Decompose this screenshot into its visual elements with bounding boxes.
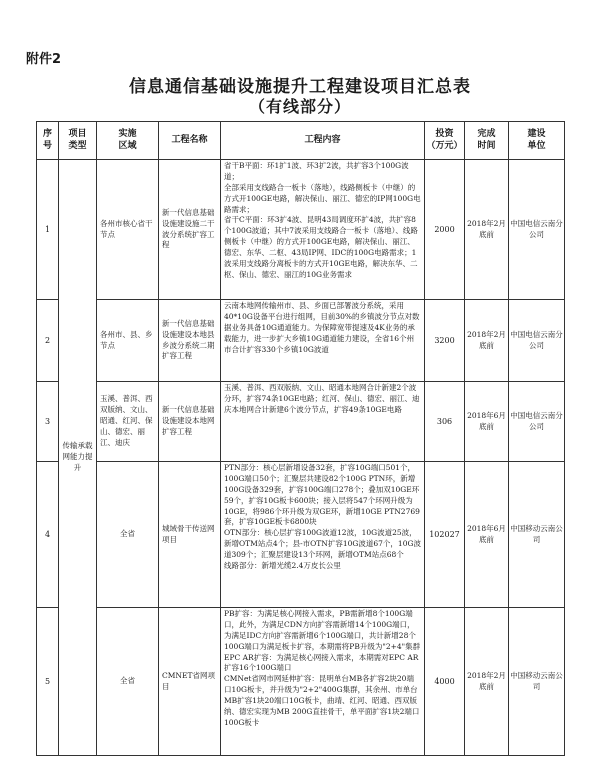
project-type-cell: 传输承载网能力提升 [59, 160, 97, 756]
row-unit: 中国电信云南分公司 [509, 300, 565, 382]
row-region: 全省 [97, 608, 159, 756]
document-subtitle: （有线部分） [248, 97, 351, 116]
project-summary-table [36, 121, 565, 756]
row-invest: 2000 [425, 160, 465, 300]
table-row [37, 160, 565, 300]
row-invest: 306 [425, 382, 465, 462]
table-row [37, 462, 565, 608]
row-region: 各州市、县、乡节点 [97, 300, 159, 382]
row-name: 城域骨干传送网项目 [159, 462, 221, 608]
row-seq: 5 [37, 608, 59, 756]
header-type: 项目 类型 [59, 122, 97, 160]
row-unit: 中国移动云南公司 [509, 608, 565, 756]
header-content: 工程内容 [221, 122, 425, 160]
row-content [221, 608, 425, 756]
row-time: 2018年2月底前 [465, 608, 509, 756]
content-line: 全部采用支线路合一板卡（落地），线路侧板卡（中继）的方式开100GE电路，解决保山、丽江、德宏的IP网100G电路需求； [224, 182, 421, 214]
row-content [221, 160, 425, 300]
content-line: 玉溪、普洱、西双版纳、文山、昭通本地网合计新建2个波分环，扩容74条10GE电路；红河、保山、德宏、丽江、迪庆本地网合计新建6个波分节点，扩容49条10GE电路 [224, 383, 420, 414]
content-line: 省干C平面：环3扩4波、昆明43局调度环扩4波，共扩容8个100G波道；其中7波采用支线路合一板卡（落地）、线路侧板卡（中继）的方式开100GE电路，解决保山、丽江、德宏、东华、二枢、43局IP网、IDC的100G电路需求；1波采用支线路分离板卡的方式开10GE电路，解决东华、二枢、保山、德宏、丽江的10G业务需求 [224, 215, 418, 279]
table-header-row [37, 122, 565, 160]
content-line: CMNet省网市网延伸扩容：昆明单台MB各扩容2块20端口10G板卡，并升级为"2+2"400G集群，其余州、市单台MB扩容1块20端口10G板卡，曲靖、红河、昭通、西双版纳、德宏实现为MB 200G直挂骨干，单平面扩容1块2端口100G板卡 [224, 674, 420, 727]
content-line: EPC AR扩容：为满足核心网接入需求，本期需对EPC AR扩容16个100G端口 [224, 652, 419, 673]
row-invest: 4000 [425, 608, 465, 756]
row-invest: 102027 [425, 462, 465, 608]
content-line: 云南本地网传输州市、县、乡面已部署波分系统，采用40*10G设备平台进行组网，目前30%的乡镇波分节点对数据业务具备10G通道能力。为保障宽带提速及4K业务的承载能力，进一步扩大乡镇10G通道能力建设，全省16个州市合计扩容330个乡镇10G波道 [224, 301, 420, 354]
row-time: 2018年2月底前 [465, 160, 509, 300]
header-seq: 序 号 [37, 122, 59, 160]
row-seq: 4 [37, 462, 59, 608]
row-unit: 中国移动云南公司 [509, 462, 565, 608]
row-content [221, 300, 425, 382]
header-name: 工程名称 [159, 122, 221, 160]
row-time: 2018年6月底前 [465, 382, 509, 462]
table-row [37, 608, 565, 756]
row-name: 新一代信息基础设施建设施二干波分系统扩容工程 [159, 160, 221, 300]
row-name: 新一代信息基础设施建设本地县乡波分系统二期扩容工程 [159, 300, 221, 382]
row-invest: 3200 [425, 300, 465, 382]
row-region: 玉溪、普洱、西双版纳、文山、昭通、红河、保山、德宏、丽江、迪庆 [97, 382, 159, 462]
row-region: 各州市核心省干节点 [97, 160, 159, 300]
header-unit: 建设 单位 [509, 122, 565, 160]
content-line: 线路部分：新增光缆2.4万皮长公里 [224, 560, 341, 570]
row-unit: 中国电信云南分公司 [509, 160, 565, 300]
row-seq: 3 [37, 382, 59, 462]
attachment-label: 附件2 [26, 52, 62, 67]
row-content [221, 382, 425, 462]
content-line: 省干B平面：环1扩1波、环3扩2波，共扩容3个100G波道； [224, 161, 409, 181]
content-line: OTN部分：核心层扩容100G波道12波，10G波道25波，新增OTM站点4个；县-市OTN扩容10G波道67个，10G波道309个；汇聚层建设13个环网，新增OTM站点68个 [224, 528, 421, 559]
row-name: CMNET省网项目 [159, 608, 221, 756]
row-name: 新一代信息基础设施建设本地网扩容工程 [159, 382, 221, 462]
row-time: 2018年6月底前 [465, 462, 509, 608]
content-line: PB扩容：为满足核心网接入需求，PB需新增8个100G端口，此外，为满足CDN方向扩容需新增14个100G端口，为满足IDC方向扩容需新增6个100G端口，共计新增28个100G端口为满足板卡扩容，本期需将PB升级为"2+4"集群 [224, 609, 421, 651]
row-seq: 2 [37, 300, 59, 382]
header-time: 完成 时间 [465, 122, 509, 160]
row-region: 全省 [97, 462, 159, 608]
row-seq: 1 [37, 160, 59, 300]
content-line: PTN部分：核心层新增设备32套，扩容10G端口501个，100G端口50个；汇聚层共建设82个100G PTN环，新增100G设备329套，扩容100G端口278个；叠加双10GE环59个，扩容10G板卡600块；接入层将547个环网升级为10GE，将986个环升级为双GE环，新增10GE PTN2769套，扩容10GE板卡6800块 [224, 463, 420, 527]
table-row [37, 300, 565, 382]
header-region: 实施 区域 [97, 122, 159, 160]
table-row [37, 382, 565, 462]
row-time: 2018年2月底前 [465, 300, 509, 382]
row-unit: 中国电信云南分公司 [509, 382, 565, 462]
header-invest: 投资 （万元） [425, 122, 465, 160]
row-content [221, 462, 425, 608]
document-title: 信息通信基础设施提升工程建设项目汇总表 [129, 77, 471, 97]
